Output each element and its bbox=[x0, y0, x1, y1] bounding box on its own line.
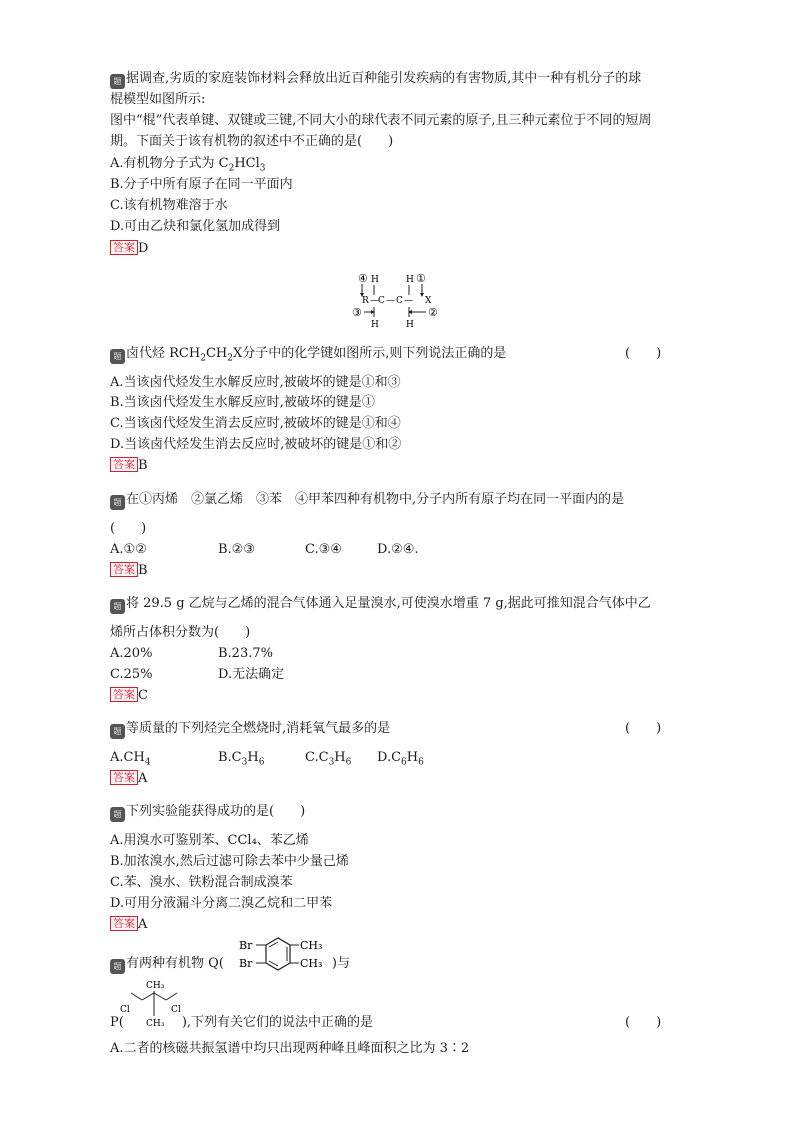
answer-tag: 答案 bbox=[110, 687, 138, 702]
q2-option-b: B.当该卤代烃发生水解反应时,被破坏的键是① bbox=[110, 395, 375, 410]
q3-option-b: B.②③ bbox=[218, 542, 255, 557]
q4-option-d: D.无法确定 bbox=[218, 667, 285, 682]
answer-tag: 答案 bbox=[110, 240, 138, 255]
q5-option-b: $B.C_3H_6$ bbox=[218, 750, 265, 768]
q5-paren: ( ) bbox=[625, 721, 662, 736]
q7-paren: ( ) bbox=[625, 1015, 662, 1030]
svg-text:—: — bbox=[404, 296, 413, 306]
q1-line2: 棍模型如图所示: bbox=[110, 92, 206, 107]
q3-option-c: C.③④ bbox=[305, 542, 342, 557]
q1-option-a: A.有机物分子式为 $C_2HCl_3$ bbox=[110, 156, 266, 174]
q5-options bbox=[110, 749, 424, 772]
svg-text:C: C bbox=[378, 296, 385, 306]
q2-stem: 题 卤代烃 $RCH_2CH_2X$分子中的化学键如图所示,则下列说法正确的是 bbox=[110, 345, 506, 368]
q4-line2: 烯所占体积分数为( ) bbox=[110, 625, 251, 640]
q2-option-c: C.当该卤代烃发生消去反应时,被破坏的键是①和④ bbox=[110, 416, 401, 431]
q2-paren: ( ) bbox=[625, 346, 662, 361]
q4-option-b: B.23.7% bbox=[218, 646, 273, 661]
q-struct-br-2: Br bbox=[239, 957, 253, 970]
bond-label-4: ④ bbox=[358, 272, 368, 285]
q-struct-br-1: Br bbox=[239, 939, 253, 952]
question-badge-icon: 题 bbox=[110, 495, 125, 510]
q3-stem: 题 在①丙烯 ②氯乙烯 ③苯 ④甲苯四种有机物中,分子内所有原子均在同一平面内的是 bbox=[110, 491, 624, 510]
q5-answer: 答案 A bbox=[110, 770, 147, 788]
q3-option-a: A.①② bbox=[110, 542, 147, 557]
q1-option-c: C.该有机物难溶于水 bbox=[110, 198, 228, 213]
q4-answer: 答案 C bbox=[110, 687, 148, 705]
q1-answer: 答案 D bbox=[110, 240, 148, 258]
answer-tag: 答案 bbox=[110, 916, 138, 931]
q4-option-a: A.20% bbox=[110, 646, 153, 661]
p-struct-cl-left: Cl bbox=[120, 1005, 130, 1015]
p-struct-ch3-top: CH₃ bbox=[146, 981, 165, 991]
q3-options bbox=[110, 541, 419, 559]
q6-option-a: A.用溴水可鉴别苯、CCl₄、苯乙烯 bbox=[110, 833, 309, 848]
q1-line4: 期。下面关于该有机物的叙述中不正确的是( ) bbox=[110, 134, 394, 149]
q5-option-d: $D.C_6H_6$ bbox=[377, 750, 424, 768]
q6-option-d: D.可用分液漏斗分离二溴乙烷和二甲苯 bbox=[110, 896, 333, 911]
q1-option-b: B.分子中所有原子在同一平面内 bbox=[110, 177, 293, 192]
svg-text:H: H bbox=[406, 320, 414, 330]
p-struct-ch3-bottom: CH₃ bbox=[146, 1019, 165, 1029]
q2-answer: 答案 B bbox=[110, 457, 148, 475]
q1-line3: 图中“棍”代表单键、双键或三键,不同大小的球代表不同元素的原子,且三种元素位于不同的短周 bbox=[110, 113, 652, 128]
svg-text:X: X bbox=[425, 296, 432, 306]
q3-answer: 答案 B bbox=[110, 562, 148, 580]
bond-label-2: ② bbox=[428, 306, 438, 319]
question-badge-icon: 题 bbox=[110, 724, 125, 739]
question-badge-icon: 题 bbox=[110, 74, 125, 89]
svg-text:C: C bbox=[396, 296, 403, 306]
q5-option-c: $C.C_3H_6$ bbox=[305, 750, 352, 768]
q3-paren: ( ) bbox=[110, 521, 147, 536]
svg-text:R: R bbox=[362, 296, 369, 306]
q7-option-a: A.二者的核磁共振氢谱中均只出现两种峰且峰面积之比为 3∶2 bbox=[110, 1041, 470, 1056]
q1-option-d: D.可由乙炔和氯化氢加成得到 bbox=[110, 219, 281, 234]
p-struct-cl-right: Cl bbox=[171, 1005, 181, 1015]
bond-label-1: ① bbox=[416, 272, 426, 285]
q1-line1: 题 据调查,劣质的家庭装饰材料会释放出近百种能引发疾病的有害物质,其中一种有机分子的球 bbox=[110, 70, 641, 89]
answer-tag: 答案 bbox=[110, 562, 138, 577]
bond-label-3: ③ bbox=[352, 306, 362, 319]
svg-text:—: — bbox=[386, 296, 395, 306]
svg-text:—: — bbox=[370, 296, 379, 306]
question-badge-icon: 题 bbox=[110, 959, 125, 974]
q6-answer: 答案 A bbox=[110, 916, 147, 934]
answer-tag: 答案 bbox=[110, 770, 138, 785]
q4-options-row1 bbox=[110, 645, 273, 663]
q6-option-b: B.加浓溴水,然后过滤可除去苯中少量己烯 bbox=[110, 854, 349, 869]
q3-option-d: D.②④. bbox=[377, 542, 419, 557]
q7-p-line: P( ),下列有关它们的说法中正确的是 bbox=[110, 1015, 374, 1030]
question-badge-icon: 题 bbox=[110, 599, 125, 614]
q2-option-d: D.当该卤代烃发生消去反应时,被破坏的键是①和② bbox=[110, 437, 402, 452]
svg-text:H: H bbox=[371, 320, 379, 330]
q2-option-a: A.当该卤代烃发生水解反应时,被破坏的键是①和③ bbox=[110, 375, 401, 390]
q-struct-ch3-2: CH₃ bbox=[300, 957, 323, 970]
q6-stem: 题 下列实验能获得成功的是( ) bbox=[110, 803, 305, 822]
question-badge-icon: 题 bbox=[110, 349, 125, 364]
q4-option-c: C.25% bbox=[110, 667, 153, 682]
svg-text:H: H bbox=[371, 275, 379, 285]
q5-stem: 题 等质量的下列烃完全燃烧时,消耗氧气最多的是 bbox=[110, 720, 390, 739]
question-badge-icon: 题 bbox=[110, 807, 125, 822]
svg-text:H: H bbox=[406, 275, 414, 285]
q6-option-c: C.苯、溴水、铁粉混合制成溴苯 bbox=[110, 875, 293, 890]
q-struct-ch3-1: CH₃ bbox=[300, 939, 323, 952]
bond-diagram bbox=[350, 268, 450, 330]
q-structure bbox=[233, 935, 343, 977]
q4-options-row2 bbox=[110, 666, 284, 684]
q7-stem: 题 有两种有机物 Q( )与 bbox=[110, 955, 350, 974]
q4-line1: 题 将 29.5 g 乙烷与乙烯的混合气体通入足量溴水,可使溴水增重 7 g,据此可推知混合气体中乙 bbox=[110, 595, 651, 614]
q5-option-a: $A.CH_4$ bbox=[110, 750, 151, 768]
answer-tag: 答案 bbox=[110, 457, 138, 472]
